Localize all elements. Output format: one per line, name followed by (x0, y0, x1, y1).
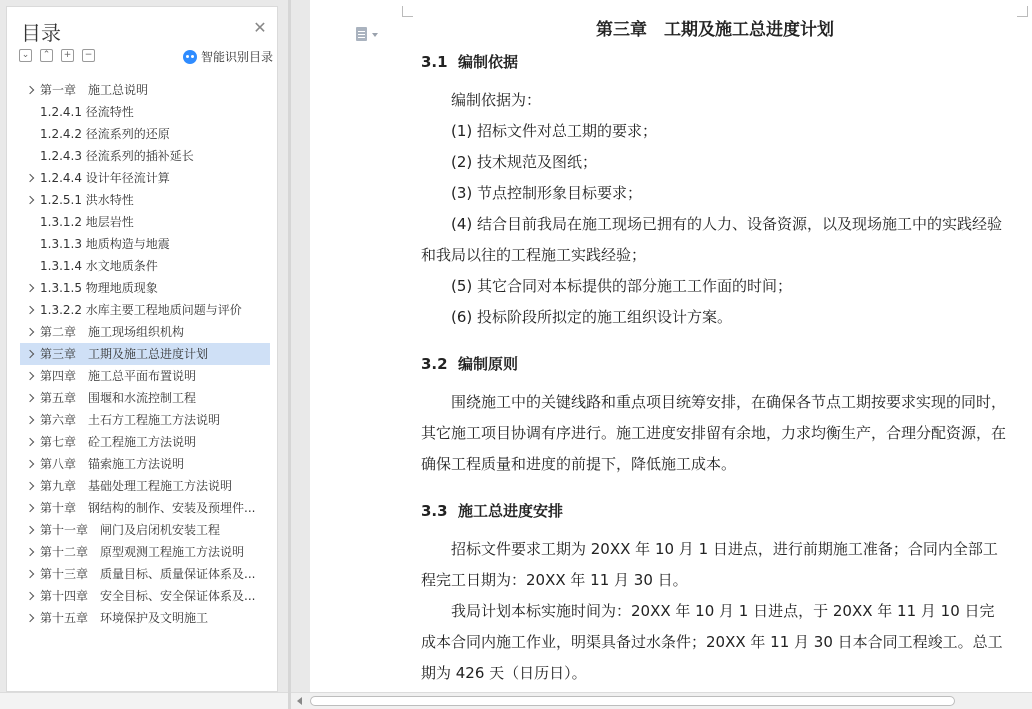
close-icon[interactable]: ✕ (253, 18, 267, 37)
toc-item-label: 1.3.2.2 水库主要工程地质问题与评价 (40, 303, 242, 317)
toc-item[interactable] (20, 343, 270, 365)
body-paragraph: 我局计划本标实施时间为：20XX 年 10 月 1 日进点，于 20XX 年 11 月 10 日完成本合同内施工作业，明渠具备过水条件；20XX 年 11 月 30 日本合同工程竣工。总工期为 426 天（日历日）。 (421, 602, 1003, 682)
toc-item[interactable] (20, 497, 270, 519)
document-content (421, 14, 1009, 689)
chevron-right-icon[interactable] (26, 409, 36, 431)
toc-item[interactable] (20, 453, 270, 475)
toc-item-label: 1.3.1.4 水文地质条件 (40, 259, 158, 273)
body-paragraph: (6) 投标阶段所拟定的施工组织设计方案。 (451, 308, 733, 326)
chevron-right-icon[interactable] (26, 387, 36, 409)
chevron-right-icon[interactable] (26, 365, 36, 387)
toc-item-label: 1.3.1.2 地层岩性 (40, 215, 134, 229)
chevron-right-icon[interactable] (26, 321, 36, 343)
smart-toc-label: 智能识别目录 (200, 50, 273, 64)
toc-toolbar (19, 49, 95, 65)
toc-item-label: 1.2.4.2 径流系列的还原 (40, 127, 170, 141)
toc-item[interactable] (20, 607, 270, 629)
toc-item[interactable] (20, 233, 270, 255)
margin-corner-mark-right (1017, 6, 1028, 17)
toc-item-label: 第十五章 环境保护及文明施工 (40, 611, 209, 625)
body-paragraph: (2) 技术规范及图纸； (451, 153, 598, 171)
collapse-all-icon[interactable]: ⌄ (19, 49, 32, 62)
smart-toc-button[interactable] (183, 48, 273, 65)
toc-item[interactable] (20, 431, 270, 453)
toc-item[interactable] (20, 519, 270, 541)
toc-item-label: 第四章 施工总平面布置说明 (40, 369, 197, 383)
body-paragraph: (5) 其它合同对本标提供的部分施工工作面的时间； (451, 277, 793, 295)
smart-assistant-icon (183, 50, 197, 64)
toc-item[interactable] (20, 299, 270, 321)
toc-item-label: 第十三章 质量目标、质量保证体系及... (40, 567, 256, 581)
chevron-right-icon[interactable] (26, 431, 36, 453)
expand-up-icon[interactable]: ⌃ (40, 49, 53, 62)
scroll-left-icon[interactable] (297, 697, 302, 705)
body-paragraph: (4) 结合目前我局在施工现场已拥有的人力、设备资源，以及现场施工中的实践经验和我局以往的工程施工实践经验； (421, 215, 1003, 264)
toc-item-label: 第二章 施工现场组织机构 (40, 325, 185, 339)
heading-spacer (421, 78, 1009, 85)
chevron-right-icon[interactable] (26, 585, 36, 607)
horizontal-scrollbar[interactable] (291, 692, 1032, 709)
sidebar-bottom-bar (0, 692, 291, 709)
chevron-right-icon[interactable] (26, 299, 36, 321)
toc-item[interactable] (20, 387, 270, 409)
toc-item-label: 第十一章 闸门及启闭机安装工程 (40, 523, 221, 537)
toc-item[interactable] (20, 79, 270, 101)
toc-item-label: 第十章 钢结构的制作、安装及预埋件... (40, 501, 256, 515)
plus-icon[interactable]: + (61, 49, 74, 62)
chevron-right-icon[interactable] (26, 167, 36, 189)
body-paragraph: 招标文件要求工期为 20XX 年 10 月 1 日进点，进行前期施工准备；合同内全部工程完工日期为：20XX 年 11 月 30 日。 (421, 540, 998, 589)
toc-item-label: 1.2.4.1 径流特性 (40, 105, 134, 119)
toc-item-label: 第十四章 安全目标、安全保证体系及... (40, 589, 256, 603)
toc-item[interactable] (20, 167, 270, 189)
toc-item[interactable] (20, 585, 270, 607)
toc-item[interactable] (20, 189, 270, 211)
toc-item-label: 1.2.4.4 设计年径流计算 (40, 171, 170, 185)
chevron-right-icon[interactable] (26, 541, 36, 563)
toc-item[interactable] (20, 145, 270, 167)
dropdown-caret-icon (372, 33, 378, 37)
toc-item[interactable] (20, 277, 270, 299)
chevron-right-icon[interactable] (26, 79, 36, 101)
section-heading: 3.2 编制原则 (421, 355, 519, 373)
heading-spacer (421, 527, 1009, 534)
body-paragraph: 围绕施工中的关键线路和重点项目统筹安排，在确保各节点工期按要求实现的同时，其它施工项目协调有序进行。施工进度安排留有余地，力求均衡生产，合理分配资源，在确保工程质量和进度的前提下，降低施工成本。 (421, 393, 1007, 473)
chevron-right-icon[interactable] (26, 277, 36, 299)
document-outline-icon[interactable] (356, 27, 384, 43)
toc-item[interactable] (20, 409, 270, 431)
toc-list (20, 79, 270, 629)
document-area (291, 0, 1032, 709)
toc-item[interactable] (20, 211, 270, 233)
toc-item-label: 第九章 基础处理工程施工方法说明 (40, 479, 233, 493)
toc-item[interactable] (20, 563, 270, 585)
toc-item-label: 第一章 施工总说明 (40, 83, 149, 97)
toc-item-label: 第七章 砼工程施工方法说明 (40, 435, 197, 449)
chapter-title: 第三章 工期及施工总进度计划 (596, 20, 834, 40)
body-paragraph: (3) 节点控制形象目标要求； (451, 184, 643, 202)
chevron-right-icon[interactable] (26, 343, 36, 365)
toc-item-label: 第三章 工期及施工总进度计划 (40, 347, 209, 361)
chevron-right-icon[interactable] (26, 563, 36, 585)
toc-title: 目录 (21, 21, 61, 45)
toc-item-label: 1.2.5.1 洪水特性 (40, 193, 134, 207)
section-spacer (421, 480, 1009, 495)
document-page (310, 0, 1032, 692)
toc-item-label: 第五章 围堰和水流控制工程 (40, 391, 197, 405)
minus-icon[interactable]: − (82, 49, 95, 62)
chevron-right-icon[interactable] (26, 475, 36, 497)
toc-item-label: 1.3.1.3 地质构造与地震 (40, 237, 170, 251)
chevron-right-icon[interactable] (26, 519, 36, 541)
chevron-right-icon[interactable] (26, 189, 36, 211)
section-spacer (421, 333, 1009, 348)
toc-item[interactable] (20, 255, 270, 277)
section-heading: 3.1 编制依据 (421, 53, 519, 71)
toc-item-label: 1.2.4.3 径流系列的插补延长 (40, 149, 194, 163)
toc-item[interactable] (20, 101, 270, 123)
margin-corner-mark (402, 6, 413, 17)
toc-item[interactable] (20, 321, 270, 343)
toc-item-label: 第六章 土石方工程施工方法说明 (40, 413, 221, 427)
chevron-right-icon[interactable] (26, 453, 36, 475)
toc-item-label: 第八章 锚索施工方法说明 (40, 457, 185, 471)
toc-item[interactable] (20, 541, 270, 563)
chevron-right-icon[interactable] (26, 607, 36, 629)
body-paragraph: (1) 招标文件对总工期的要求； (451, 122, 658, 140)
toc-panel (6, 6, 278, 692)
section-heading: 3.3 施工总进度安排 (421, 502, 564, 520)
body-paragraph: 编制依据为： (451, 91, 542, 109)
toc-item-label: 第十二章 原型观测工程施工方法说明 (40, 545, 245, 559)
scrollbar-thumb[interactable] (310, 696, 955, 706)
toc-item[interactable] (20, 365, 270, 387)
chevron-right-icon[interactable] (26, 497, 36, 519)
toc-item[interactable] (20, 475, 270, 497)
heading-spacer (421, 380, 1009, 387)
toc-item-label: 1.3.1.5 物理地质现象 (40, 281, 158, 295)
toc-item[interactable] (20, 123, 270, 145)
